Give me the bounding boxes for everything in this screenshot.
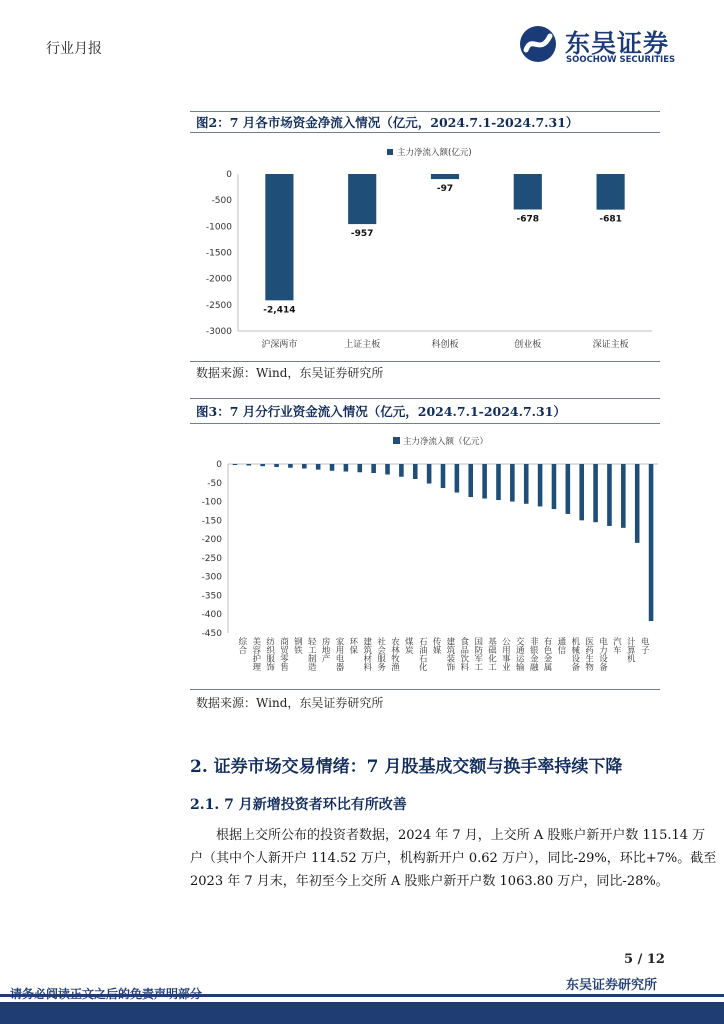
y-tick-label: -2500 [205, 300, 232, 311]
x-tick-label: 商贸零售 [278, 637, 289, 671]
x-tick-label: 纺织服饰 [264, 637, 275, 671]
figure3-title: 图3：7 月分行业资金流入情况（亿元，2024.7.1-2024.7.31） [196, 404, 566, 419]
figure3-top-rule [190, 398, 660, 399]
figure2-source: 数据来源：Wind，东吴证券研究所 [196, 366, 384, 380]
brand-logo [518, 24, 678, 68]
logo-text-cn: 东吴证券 [565, 29, 670, 58]
x-tick-label: 美容护理 [250, 637, 261, 671]
figure2-title: 图2：7 月各市场资金净流入情况（亿元，2024.7.1-2024.7.31） [196, 115, 579, 130]
section2-1-heading: 2.1. 7 月新增投资者环比有所改善 [190, 797, 407, 813]
x-tick-label: 交通运输 [514, 637, 525, 671]
footer-band [0, 1002, 724, 1024]
x-tick-label: 电力设备 [597, 637, 608, 671]
bar-6 [302, 464, 307, 469]
figure2-bottom-rule [190, 361, 660, 362]
x-tick-label: 上证主板 [344, 340, 381, 350]
x-tick-label: 沪深两市 [261, 340, 298, 350]
bar-20 [496, 464, 501, 500]
bar-10 [357, 464, 362, 472]
bar-8 [330, 464, 335, 471]
x-tick-label: 食品饮料 [458, 637, 469, 671]
bar-18 [468, 464, 473, 497]
x-tick-label: 基础化工 [486, 637, 497, 671]
bar-15 [427, 464, 432, 484]
bar-14 [413, 464, 418, 479]
bar-29 [621, 464, 626, 528]
x-tick-label: 轻工制造 [306, 637, 317, 671]
bar-4 [274, 464, 279, 467]
footer-institute: 东吴证券研究所 [566, 978, 658, 993]
bar-16 [441, 464, 446, 488]
paragraph-line-1: 根据上交所公布的投资者数据，2024 年 7 月，上交所 A 股账户新开户数 115.14 万 [216, 828, 706, 843]
x-tick-label: 环保 [347, 637, 358, 654]
bar-30 [635, 464, 640, 543]
bar-22 [524, 464, 529, 504]
y-tick-label: -500 [211, 196, 232, 207]
y-tick-label: 0 [216, 460, 222, 470]
y-tick-label: -400 [201, 610, 222, 621]
figure3-bottom-rule [190, 689, 660, 690]
data-label: -957 [350, 229, 374, 240]
paragraph-line-3: 2023 年 7 月末，年初至今上交所 A 股账户新开户数 1063.80 万户，同比-28%。 [190, 874, 669, 889]
x-tick-label: 钢铁 [292, 637, 303, 654]
y-tick-label: -150 [201, 516, 222, 527]
bar-4 [514, 174, 542, 209]
paragraph-line-2: 户（其中个人新开户 114.52 万户，机构新开户 0.62 万户），同比-29%，环比+7%。截至 [190, 851, 717, 866]
x-tick-label: 煤炭 [403, 637, 414, 654]
x-tick-label: 国防军工 [472, 637, 483, 671]
x-tick-label: 有色金属 [542, 637, 552, 671]
bar-1 [265, 174, 293, 300]
bar-2 [247, 464, 252, 466]
y-tick-label: -350 [201, 591, 222, 602]
bar-5 [597, 174, 625, 210]
bar-13 [399, 464, 404, 477]
legend-label: 主力净流入额（亿元） [403, 437, 489, 447]
y-tick-label: 0 [226, 170, 232, 180]
market-flow-chart [190, 140, 660, 358]
legend-swatch [387, 149, 393, 155]
bar-1 [233, 464, 238, 465]
x-tick-label: 机械设备 [569, 637, 580, 671]
bar-2 [348, 174, 376, 224]
x-tick-label: 社会服务 [375, 637, 386, 671]
y-tick-label: -100 [201, 497, 222, 508]
figure3-source: 数据来源：Wind，东吴证券研究所 [196, 696, 384, 710]
logo-mark-icon [518, 24, 562, 64]
data-label: -2,414 [263, 305, 296, 316]
x-tick-label: 电子 [639, 637, 650, 654]
y-tick-label: -50 [207, 478, 222, 489]
figure2-title-rule [190, 132, 660, 133]
bar-21 [510, 464, 515, 502]
x-tick-label: 公用事业 [500, 637, 511, 671]
figure2-top-rule [190, 111, 660, 112]
x-tick-label: 石油石化 [417, 637, 428, 671]
y-tick-label: -1500 [205, 248, 232, 259]
y-tick-label: -250 [201, 553, 222, 564]
bar-26 [579, 464, 584, 520]
y-tick-label: -2000 [205, 274, 232, 285]
bar-11 [371, 464, 376, 473]
bar-27 [593, 464, 598, 522]
y-tick-label: -200 [201, 535, 222, 546]
section2-heading: 2. 证券市场交易情绪：7 月股基成交额与换手率持续下降 [190, 757, 623, 777]
bar-12 [385, 464, 390, 475]
x-tick-label: 创业板 [514, 340, 542, 350]
x-tick-label: 计算机 [625, 637, 636, 663]
y-tick-label: -3000 [205, 327, 232, 337]
x-tick-label: 通信 [555, 637, 566, 654]
bar-9 [344, 464, 349, 472]
figure3-title-rule [190, 423, 660, 424]
legend-swatch [393, 437, 400, 444]
bar-17 [455, 464, 460, 493]
page-number: 5 / 12 [624, 952, 665, 967]
bar-5 [288, 464, 293, 468]
legend-label: 主力净流入额(亿元) [397, 148, 472, 158]
y-tick-label: -450 [201, 629, 222, 639]
industry-flow-chart [190, 428, 660, 686]
bar-3 [260, 464, 265, 466]
data-label: -97 [436, 184, 454, 195]
data-label: -678 [516, 214, 540, 225]
x-tick-label: 建筑装饰 [444, 637, 455, 671]
bar-19 [482, 464, 487, 499]
x-tick-label: 非银金融 [528, 637, 539, 671]
section2-1-paragraph [190, 824, 717, 893]
x-tick-label: 科创板 [431, 340, 459, 350]
x-tick-label: 深证主板 [592, 340, 629, 350]
y-tick-label: -300 [201, 572, 222, 583]
bar-25 [566, 464, 571, 514]
data-label: -681 [599, 214, 622, 225]
x-tick-label: 建筑材料 [361, 637, 372, 671]
x-tick-label: 农林牧渔 [389, 637, 400, 671]
logo-text-en: SOOCHOW SECURITIES [566, 55, 676, 65]
bar-24 [552, 464, 557, 509]
x-tick-label: 综合 [236, 637, 247, 654]
x-tick-label: 传媒 [431, 637, 442, 654]
x-tick-label: 家用电器 [334, 637, 344, 671]
bar-7 [316, 464, 321, 470]
x-tick-label: 房地产 [320, 637, 331, 663]
x-tick-label: 汽车 [611, 637, 622, 654]
y-tick-label: -1000 [205, 222, 232, 233]
bar-31 [649, 464, 654, 621]
report-type: 行业月报 [46, 41, 102, 57]
bar-28 [607, 464, 612, 526]
footer-rule [0, 994, 724, 997]
bar-3 [431, 174, 459, 179]
bar-23 [538, 464, 543, 506]
x-tick-label: 医药生物 [583, 637, 594, 671]
